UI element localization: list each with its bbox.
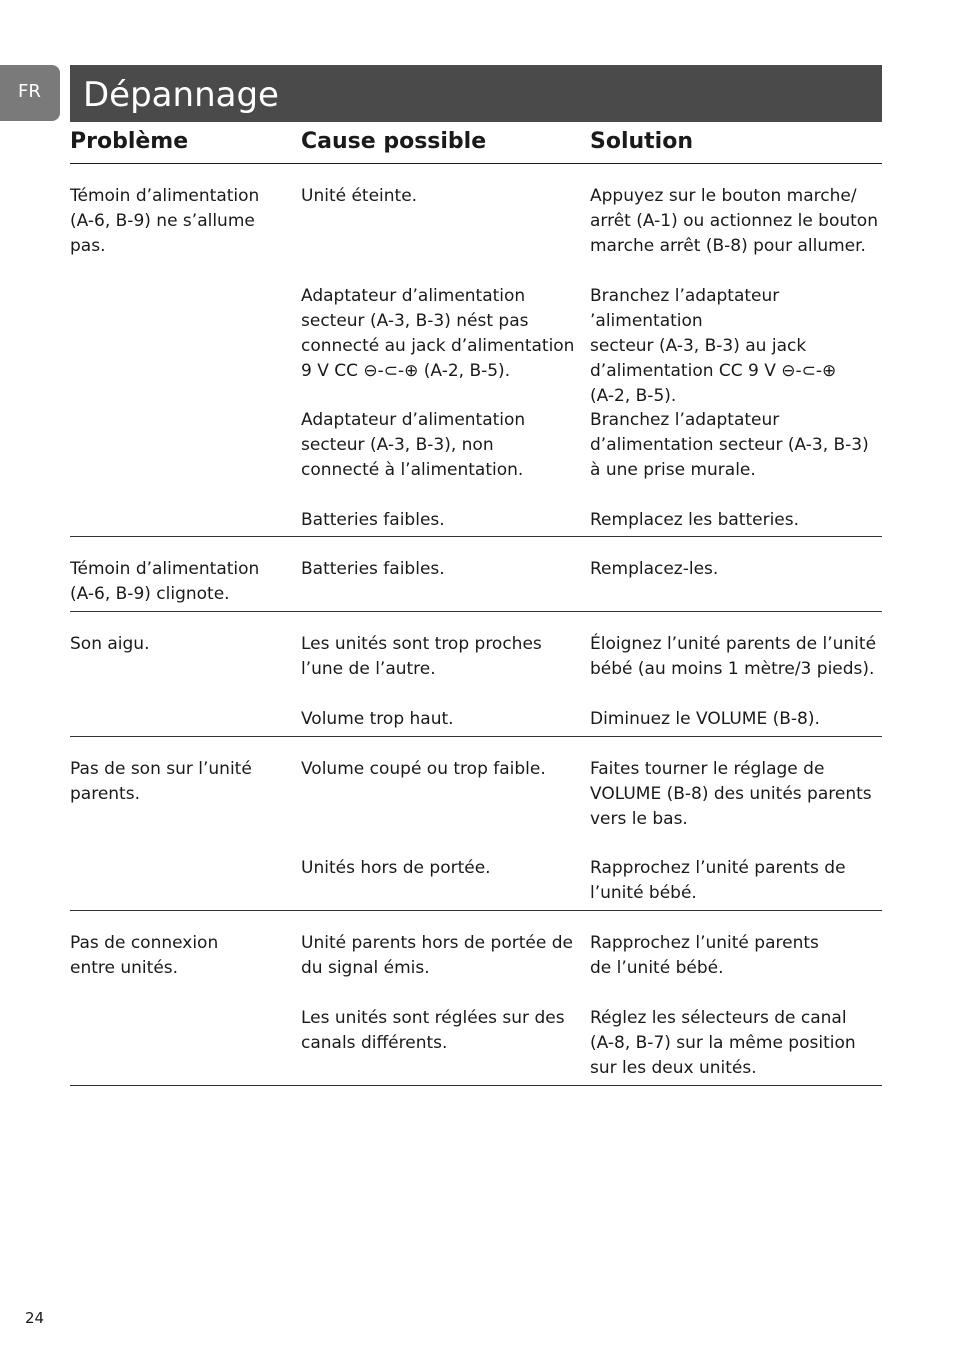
cause-cell: Les unités sont réglées sur des canals différents. <box>301 1008 565 1053</box>
solution-cell: Rapprochez l’unité parents de l’unité bébé. <box>590 933 819 978</box>
header-problem: Problème <box>70 129 189 154</box>
problem-cell: Son aigu. <box>70 634 150 654</box>
solution-cell: Appuyez sur le bouton marche/ arrêt (A-1) ou actionnez le bouton marche arrêt (B-8) pour allumer. <box>590 186 878 256</box>
language-tab <box>0 65 60 121</box>
solution-cell: Branchez l’adaptateur ’alimentation secteur (A-3, B-3) au jack d’alimentation CC 9 V ⊖-⊂-⊕ (A-2, B-5). <box>590 286 837 406</box>
cause-cell: Les unités sont trop proches l’une de l’autre. <box>301 634 542 679</box>
title-bar <box>70 65 882 122</box>
solution-cell: Réglez les sélecteurs de canal (A-8, B-7) sur la même position sur les deux unités. <box>590 1008 856 1078</box>
language-label: FR <box>18 81 41 102</box>
problem-cell: Pas de connexion entre unités. <box>70 933 219 978</box>
cause-cell: Adaptateur d’alimentation secteur (A-3, B-3), non connecté à l’alimentation. <box>301 410 526 480</box>
solution-cell: Faites tourner le réglage de VOLUME (B-8) des unités parents vers le bas. <box>590 759 872 829</box>
cause-cell: Unités hors de portée. <box>301 858 491 878</box>
troubleshooting-row <box>70 737 882 911</box>
solution-cell: Éloignez l’unité parents de l’unité bébé (au moins 1 mètre/3 pieds). <box>590 634 877 679</box>
problem-cell: Témoin d’alimentation (A-6, B-9) ne s’allume pas. <box>70 186 260 256</box>
solution-cell: Branchez l’adaptateur d’alimentation secteur (A-3, B-3) à une prise murale. <box>590 410 869 480</box>
problem-cell: Pas de son sur l’unité parents. <box>70 759 252 804</box>
solution-cell: Remplacez-les. <box>590 559 719 579</box>
cause-cell: Unité éteinte. <box>301 186 418 206</box>
solution-cell: Rapprochez l’unité parents de l’unité bébé. <box>590 858 846 903</box>
header-solution: Solution <box>590 129 693 154</box>
solution-cell: Remplacez les batteries. <box>590 510 800 530</box>
problem-cell: Témoin d’alimentation (A-6, B-9) clignote. <box>70 559 260 604</box>
column-headers <box>70 127 882 164</box>
troubleshooting-row <box>70 612 882 737</box>
page-number: 24 <box>25 1309 45 1327</box>
cause-cell: Batteries faibles. <box>301 510 445 530</box>
cause-cell: Volume trop haut. <box>301 709 454 729</box>
cause-cell: Adaptateur d’alimentation secteur (A-3, B-3) nést pas connecté au jack d’alimentation 9 V CC ⊖-⊂-⊕ (A-2, B-5). <box>301 286 575 381</box>
troubleshooting-row <box>70 537 882 612</box>
page-title: Dépannage <box>83 75 279 115</box>
header-cause: Cause possible <box>301 129 487 154</box>
cause-cell: Volume coupé ou trop faible. <box>301 759 546 779</box>
troubleshooting-row <box>70 164 882 537</box>
troubleshooting-row <box>70 911 882 1086</box>
solution-cell: Diminuez le VOLUME (B-8). <box>590 709 820 729</box>
cause-cell: Batteries faibles. <box>301 559 445 579</box>
cause-cell: Unité parents hors de portée de du signal émis. <box>301 933 573 978</box>
